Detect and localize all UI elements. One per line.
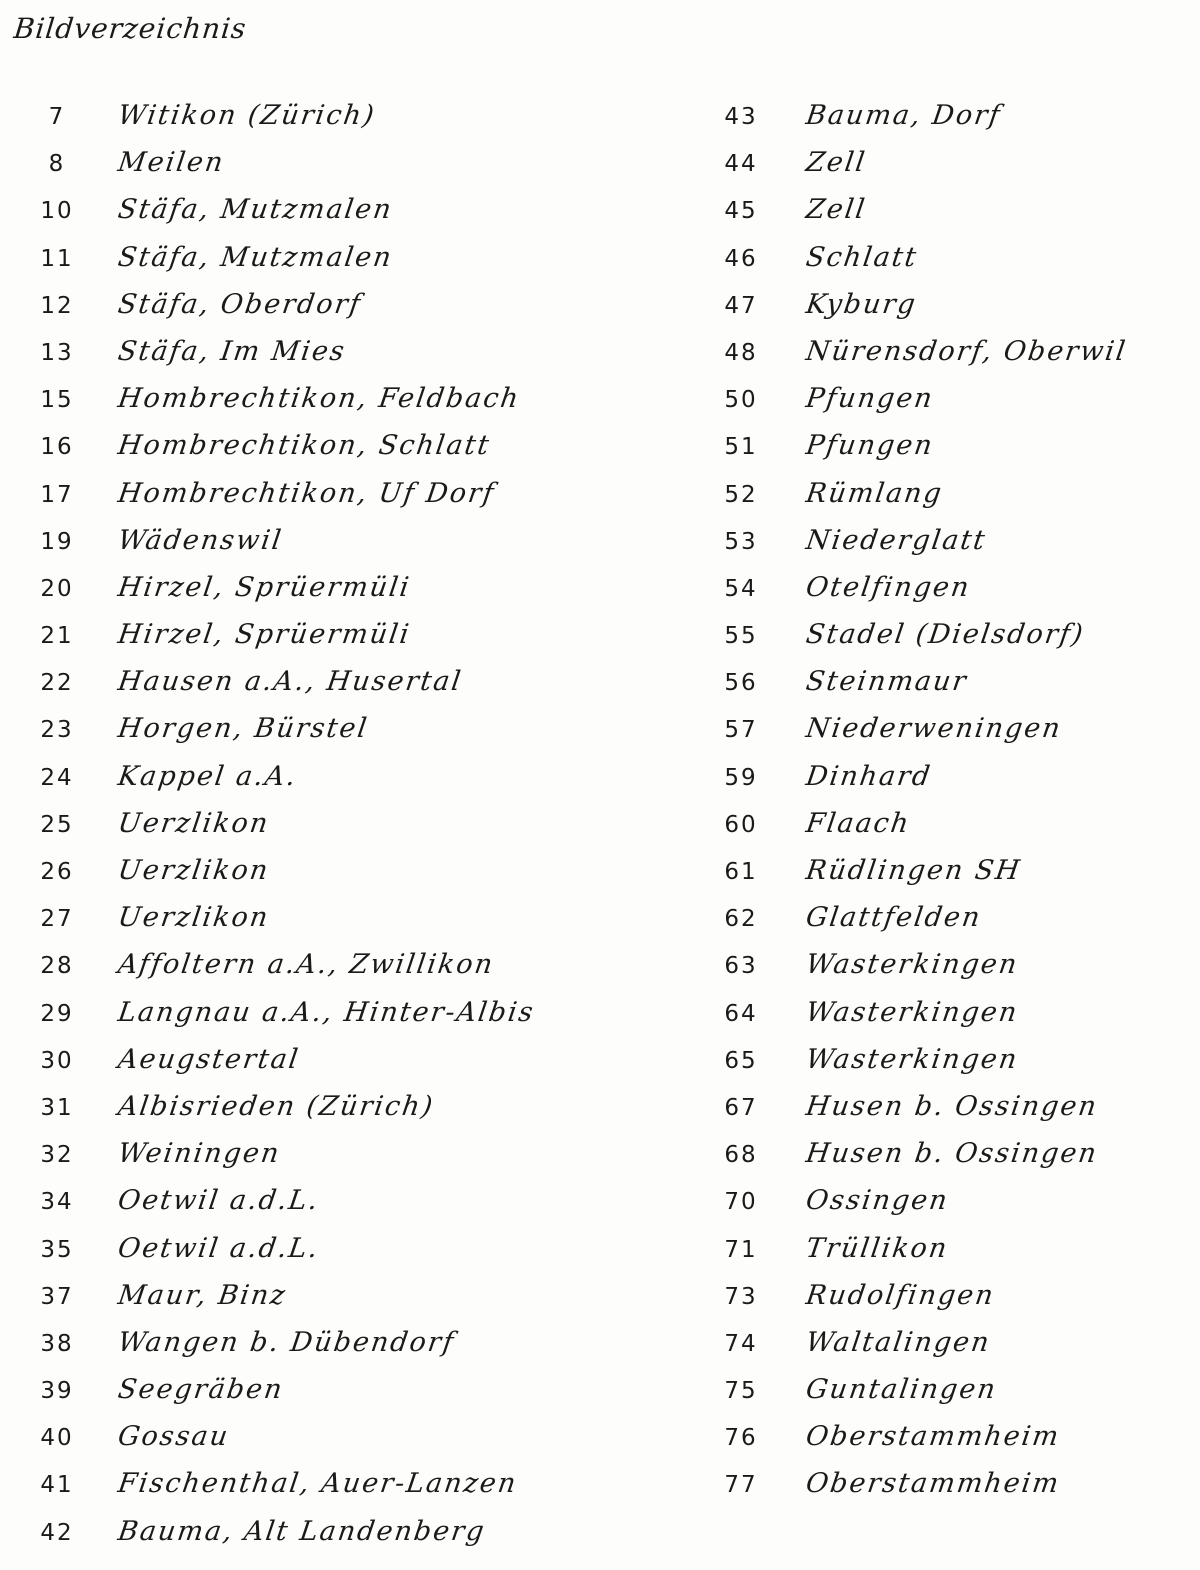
page-number: 65	[724, 1047, 758, 1074]
page-number: 63	[724, 953, 758, 980]
place-name: Hirzel, Sprüermüli	[116, 571, 413, 603]
place-name: Ossingen	[804, 1185, 951, 1217]
place-name: Weiningen	[116, 1138, 283, 1170]
place-name: Maur, Binz	[116, 1279, 289, 1311]
page-number: 73	[724, 1283, 758, 1310]
place-name: Zell	[804, 147, 869, 179]
page-number: 50	[724, 387, 758, 414]
place-name: Stäfa, Oberdorf	[116, 288, 364, 320]
page-number: 29	[40, 1000, 74, 1027]
place-name: Meilen	[116, 147, 227, 179]
page-number: 54	[724, 575, 758, 602]
place-name: Rudolfingen	[804, 1279, 997, 1311]
place-name: Hausen a.A., Husertal	[116, 666, 465, 698]
place-name: Seegräben	[116, 1374, 286, 1406]
place-name: Stäfa, Im Mies	[116, 335, 349, 367]
place-name: Oberstammheim	[804, 1468, 1063, 1500]
page-number: 77	[724, 1472, 758, 1499]
page-number: 28	[40, 953, 74, 980]
place-name: Hombrechtikon, Feldbach	[116, 383, 523, 415]
place-name: Flaach	[804, 807, 913, 839]
page-number: 57	[724, 717, 758, 744]
place-name: Niederweningen	[804, 713, 1064, 745]
place-name: Horgen, Bürstel	[116, 713, 371, 745]
place-name: Otelfingen	[804, 571, 973, 603]
page-number: 51	[724, 434, 758, 461]
place-name: Steinmaur	[804, 666, 970, 698]
place-name: Pfungen	[804, 430, 936, 462]
place-name: Pfungen	[804, 383, 936, 415]
page-number: 64	[724, 1000, 758, 1027]
page-number: 76	[724, 1425, 758, 1452]
place-name: Guntalingen	[804, 1374, 999, 1406]
page-number: 20	[40, 575, 74, 602]
page-number: 59	[724, 764, 758, 791]
page-number: 41	[40, 1472, 74, 1499]
place-name: Uerzlikon	[116, 807, 272, 839]
page-number: 62	[724, 906, 758, 933]
place-name: Wasterkingen	[804, 996, 1021, 1028]
place-name: Stäfa, Mutzmalen	[116, 194, 395, 226]
page-number: 55	[724, 623, 758, 650]
page-number: 26	[40, 859, 74, 885]
page-number: 43	[724, 104, 758, 130]
place-name: Hirzel, Sprüermüli	[116, 619, 413, 651]
page-number: 67	[724, 1094, 758, 1121]
page-number: 52	[724, 481, 758, 508]
page-number: 15	[40, 387, 74, 414]
place-name: Witikon (Zürich)	[116, 100, 378, 131]
place-name: Waltalingen	[804, 1326, 993, 1358]
place-name: Oetwil a.d.L.	[116, 1232, 322, 1264]
page-number: 17	[40, 481, 74, 508]
page-number: 31	[40, 1094, 74, 1121]
page-number: 34	[40, 1189, 74, 1216]
place-name: Uerzlikon	[116, 902, 272, 934]
page-number: 47	[724, 292, 758, 319]
page-number: 44	[724, 151, 758, 178]
page-number: 42	[40, 1519, 74, 1546]
place-name: Hombrechtikon, Schlatt	[116, 430, 493, 462]
page-number: 21	[40, 623, 74, 650]
place-name: Aeugstertal	[116, 1043, 302, 1075]
place-name: Wädenswil	[116, 524, 285, 556]
place-name: Nürensdorf, Oberwil	[804, 335, 1129, 367]
place-name: Uerzlikon	[116, 855, 272, 886]
page-number: 32	[40, 1142, 74, 1169]
place-name: Langnau a.A., Hinter-Albis	[116, 996, 537, 1028]
place-name: Schlatt	[804, 241, 920, 273]
page-number: 75	[724, 1378, 758, 1405]
place-name: Affoltern a.A., Zwillikon	[116, 949, 497, 981]
page-number: 68	[724, 1142, 758, 1169]
page-number: 74	[724, 1330, 758, 1357]
page-number: 16	[40, 434, 74, 461]
place-name: Kappel a.A.	[116, 760, 300, 792]
place-name: Oberstammheim	[804, 1421, 1063, 1453]
place-name: Fischenthal, Auer-Lanzen	[116, 1468, 520, 1500]
page-number: 38	[40, 1330, 74, 1357]
page-number: 27	[40, 906, 74, 933]
page-number: 48	[724, 339, 758, 366]
page-number: 23	[40, 717, 74, 744]
place-name: Husen b. Ossingen	[804, 1090, 1101, 1122]
page-number: 53	[724, 528, 758, 555]
place-name: Kyburg	[804, 288, 919, 320]
place-name: Zell	[804, 194, 869, 226]
page-number: 7	[48, 104, 66, 130]
page-number: 61	[724, 859, 758, 885]
place-name: Gossau	[116, 1421, 232, 1453]
place-name: Bauma, Alt Landenberg	[116, 1515, 488, 1547]
place-name: Wasterkingen	[804, 1043, 1021, 1075]
place-name: Wangen b. Dübendorf	[116, 1326, 458, 1358]
place-name: Niederglatt	[804, 524, 989, 556]
page-number: 8	[48, 151, 66, 178]
place-name: Glattfelden	[804, 902, 984, 934]
place-name: Stadel (Dielsdorf)	[804, 619, 1087, 651]
page-number: 35	[40, 1236, 74, 1263]
place-name: Hombrechtikon, Uf Dorf	[116, 477, 498, 509]
page-title: Bildverzeichnis	[12, 12, 249, 45]
page-number: 19	[40, 528, 74, 555]
page-number: 60	[724, 811, 758, 838]
page-number: 13	[40, 339, 74, 366]
place-name: Rümlang	[804, 477, 946, 509]
page-number: 25	[40, 811, 74, 838]
page-number: 45	[724, 198, 758, 225]
page-number: 22	[40, 670, 74, 697]
page-number: 12	[40, 292, 74, 319]
place-name: Stäfa, Mutzmalen	[116, 241, 395, 273]
place-name: Rüdlingen SH	[804, 855, 1024, 886]
page-number: 71	[724, 1236, 758, 1263]
place-name: Oetwil a.d.L.	[116, 1185, 322, 1217]
page-number: 70	[724, 1189, 758, 1216]
page-number: 40	[40, 1425, 74, 1452]
place-name: Dinhard	[804, 760, 934, 792]
page-number: 24	[40, 764, 74, 791]
page-number: 56	[724, 670, 758, 697]
place-name: Albisrieden (Zürich)	[116, 1090, 437, 1122]
place-name: Bauma, Dorf	[804, 100, 1004, 131]
page-number: 10	[40, 198, 74, 225]
page-number: 30	[40, 1047, 74, 1074]
place-name: Husen b. Ossingen	[804, 1138, 1101, 1170]
place-name: Wasterkingen	[804, 949, 1021, 981]
page-number: 46	[724, 245, 758, 272]
page-number: 39	[40, 1378, 74, 1405]
page-number: 37	[40, 1283, 74, 1310]
place-name: Trüllikon	[804, 1232, 951, 1264]
page-number: 11	[40, 245, 74, 272]
